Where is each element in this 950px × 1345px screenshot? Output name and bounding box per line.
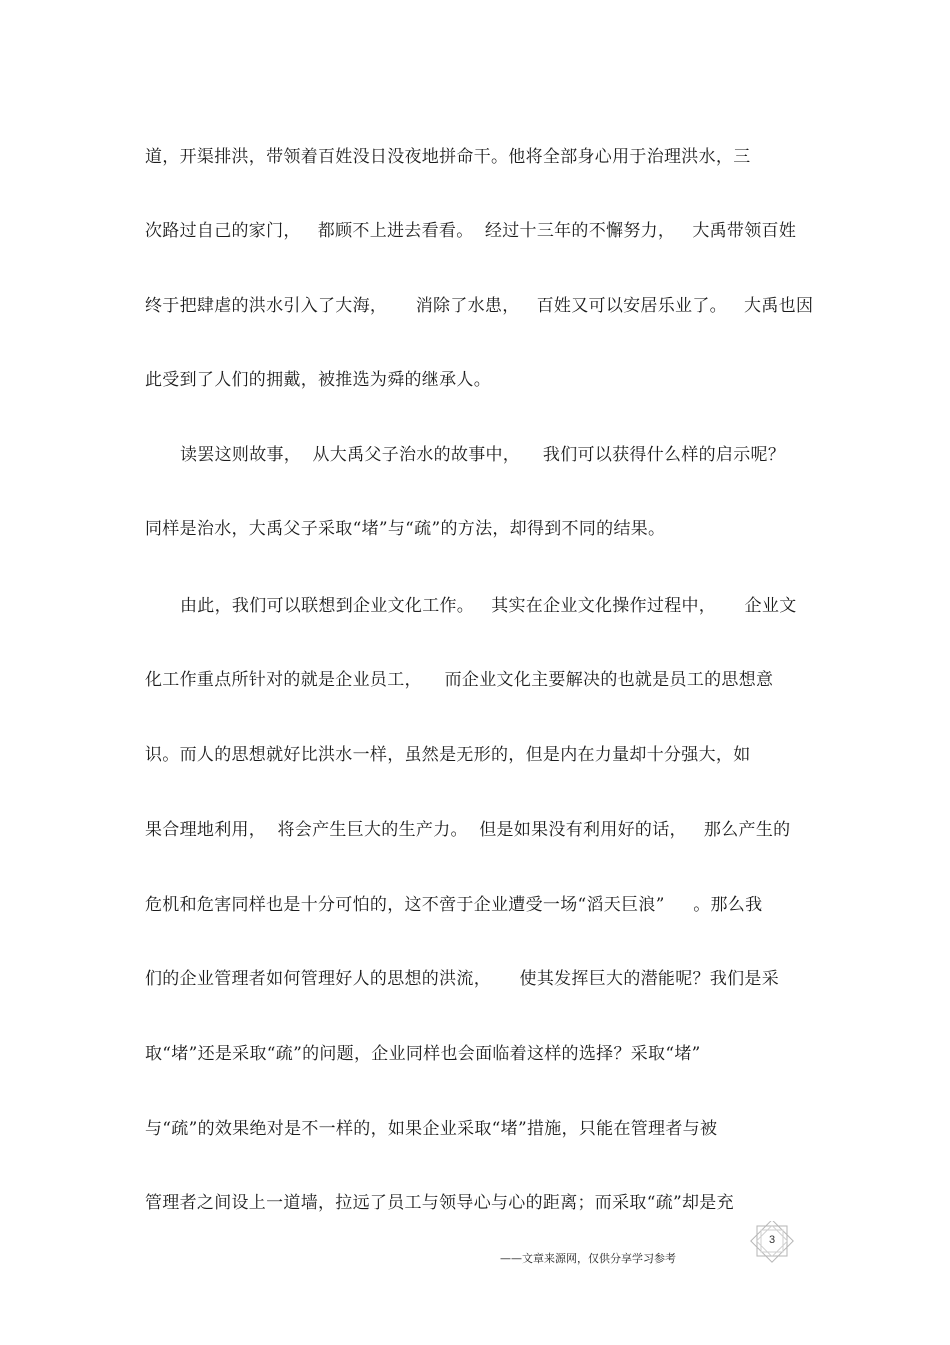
paragraph-line: 果合理地利用， 将会产生巨大的生产力。 但是如果没有利用好的话， 那么产生的 [145, 820, 791, 840]
paragraph-line: 道，开渠排洪，带领着百姓没日没夜地拼命干。他将全部身心用于治理洪水，三 [145, 147, 751, 167]
paragraph-line: 危机和危害同样也是十分可怕的，这不啻于企业遭受一场“滔天巨浪” 。那么我 [145, 895, 763, 915]
paragraph-line: 读罢这则故事， 从大禹父子治水的故事中， 我们可以获得什么样的启示呢？ [180, 445, 786, 465]
page-number-badge [748, 1221, 796, 1263]
paragraph-line: 由此，我们可以联想到企业文化工作。 其实在企业文化操作过程中， 企业文 [180, 596, 797, 616]
source-note: ——文章来源网，仅供分享学习参考 [500, 1252, 676, 1265]
paragraph-line: 识。而人的思想就好比洪水一样，虽然是无形的，但是内在力量却十分强大，如 [145, 745, 751, 765]
paragraph-line: 管理者之间设上一道墙，拉远了员工与领导心与心的距离；而采取“疏”却是充 [145, 1193, 734, 1213]
paragraph-line: 此受到了人们的拥戴，被推选为舜的继承人。 [145, 370, 491, 390]
paragraph-line: 与“疏”的效果绝对是不一样的，如果企业采取“堵”措施，只能在管理者与被 [145, 1119, 718, 1139]
paragraph-line: 次路过自己的家门， 都顾不上进去看看。 经过十三年的不懈努力， 大禹带领百姓 [145, 221, 797, 241]
paragraph-line: 同样是治水，大禹父子采取“堵”与“疏”的方法，却得到不同的结果。 [145, 519, 666, 539]
paragraph-line: 终于把肆虐的洪水引入了大海， 消除了水患， 百姓又可以安居乐业了。 大禹也因 [145, 296, 814, 316]
page-number: 3 [768, 1234, 776, 1246]
paragraph-line: 取“堵”还是采取“疏”的问题，企业同样也会面临着这样的选择？采取“堵” [145, 1044, 701, 1064]
paragraph-line: 化工作重点所针对的就是企业员工， 而企业文化主要解决的也就是员工的思想意 [145, 670, 774, 690]
paragraph-line: 们的企业管理者如何管理好人的思想的洪流， 使其发挥巨大的潜能呢？我们是采 [145, 969, 780, 989]
